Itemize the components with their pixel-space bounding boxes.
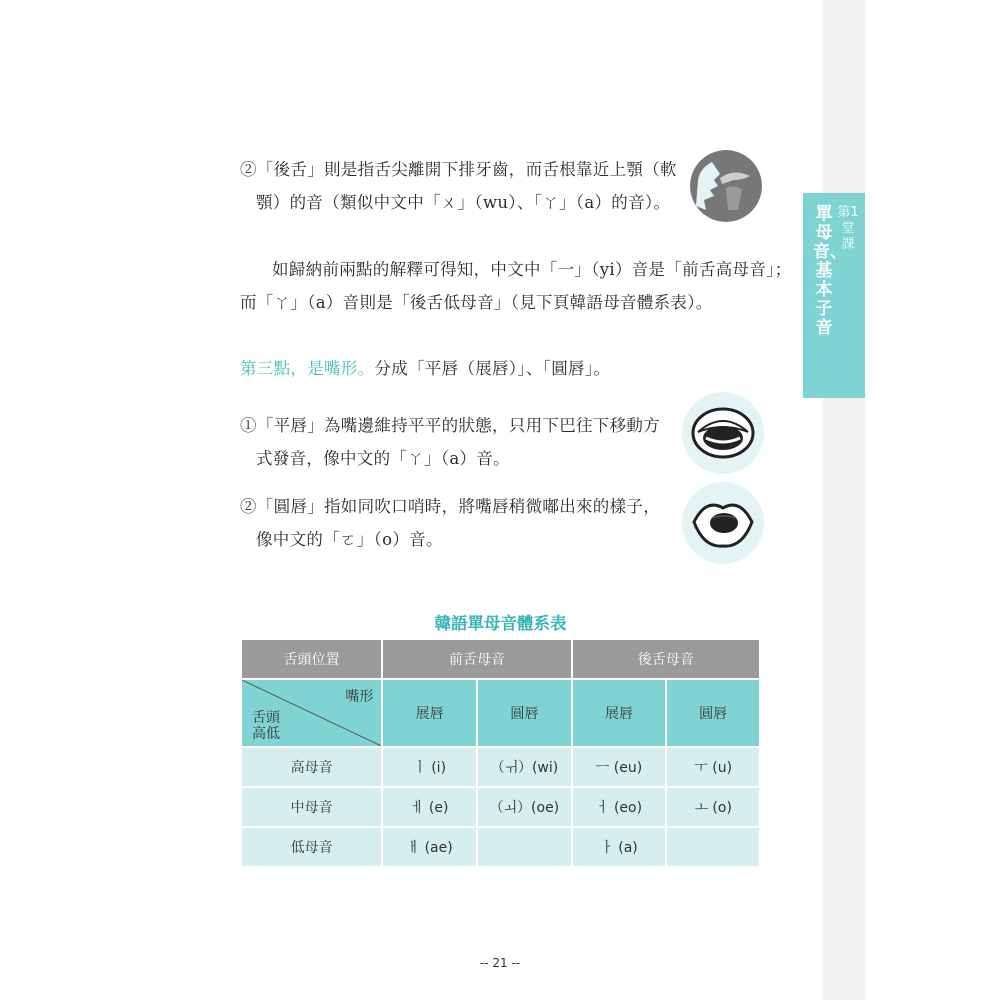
flat-lips-line-2: 式發音，像中文的「ㄚ」（a）音。: [256, 449, 510, 468]
tongue-label: 舌頭: [252, 710, 280, 726]
table-cell: ㅔ (e): [382, 787, 477, 827]
table-cell: ㅐ (ae): [382, 827, 477, 867]
table-row: [241, 787, 760, 827]
chapter-title: 單母音、基本子音: [813, 204, 847, 338]
table-title: 韓語單母音體系表: [434, 614, 567, 633]
table-cell: ㅡ (eu): [572, 747, 667, 787]
table-cell: ㅗ (o): [666, 787, 760, 827]
flat-lips-line-1: ①「平唇」為嘴邊維持平平的狀態，只用下巴往下移動方: [240, 416, 660, 435]
side-margin-strip: [823, 0, 865, 1000]
row-label: 高母音: [241, 747, 382, 787]
table-cell: ㅣ (i): [382, 747, 477, 787]
sub-header-cell: 圓唇: [477, 679, 572, 747]
table-header-row: [241, 639, 760, 679]
round-lips-line-2: 像中文的「ㄛ」（o）音。: [256, 530, 443, 549]
sub-header-cell: 展唇: [572, 679, 667, 747]
header-tongue-position: 舌頭位置: [241, 639, 382, 679]
mouth-shape-label: 嘴形: [345, 689, 374, 705]
table-cell: ㅓ (eo): [572, 787, 667, 827]
sub-header-cell: 圓唇: [666, 679, 760, 747]
round-lips-line-1: ②「圓唇」指如同吹口哨時，將嘴唇稍微嘟出來的樣子，: [240, 497, 660, 516]
tongue-height-label: [252, 710, 280, 742]
open-mouth-icon: [682, 392, 764, 474]
row-label: 中母音: [241, 787, 382, 827]
sub-header-cell: 展唇: [382, 679, 477, 747]
summary-line-2: 而「ㄚ」（a）音則是「後舌低母音」（見下頁韓語母音體系表）。: [240, 293, 713, 312]
table-cell: [666, 827, 760, 867]
head-profile-icon: [690, 150, 762, 222]
point-three-line: [240, 356, 610, 382]
point-three-highlight: 第三點，是嘴形。: [240, 359, 375, 378]
back-tongue-line-2: 顎）的音（類似中文中「ㄨ」（wu）、「ㄚ」（a）的音）。: [256, 193, 671, 212]
chapter-tab: [803, 193, 865, 398]
summary-line-1: 如歸納前兩點的解釋可得知，中文中「一」（yi）音是「前舌高母音」；: [272, 260, 792, 279]
table-row: [241, 827, 760, 867]
height-label: 高低: [252, 726, 280, 742]
row-label: 低母音: [241, 827, 382, 867]
back-tongue-line-1: ②「後舌」則是指舌尖離開下排牙齒，而舌根靠近上顎（軟: [240, 160, 677, 179]
table-cell: （ㅟ）(wi): [477, 747, 572, 787]
table-subheader-row: [241, 679, 760, 747]
page-number: -- 21 --: [479, 956, 521, 970]
rounded-lips-icon: [682, 482, 764, 564]
table-row: [241, 747, 760, 787]
table-cell: （ㅚ）(oe): [477, 787, 572, 827]
table-cell: ㅜ (u): [666, 747, 760, 787]
chapter-number: 第1堂課: [837, 205, 859, 252]
point-three-rest: 分成「平唇（展唇）」、「圓唇」。: [374, 359, 611, 378]
table-cell: ㅏ (a): [572, 827, 667, 867]
vowel-system-table: [240, 638, 761, 868]
diagonal-header-cell: [241, 679, 382, 747]
header-back-vowels: 後舌母音: [572, 639, 760, 679]
header-front-vowels: 前舌母音: [382, 639, 571, 679]
table-cell: [477, 827, 572, 867]
